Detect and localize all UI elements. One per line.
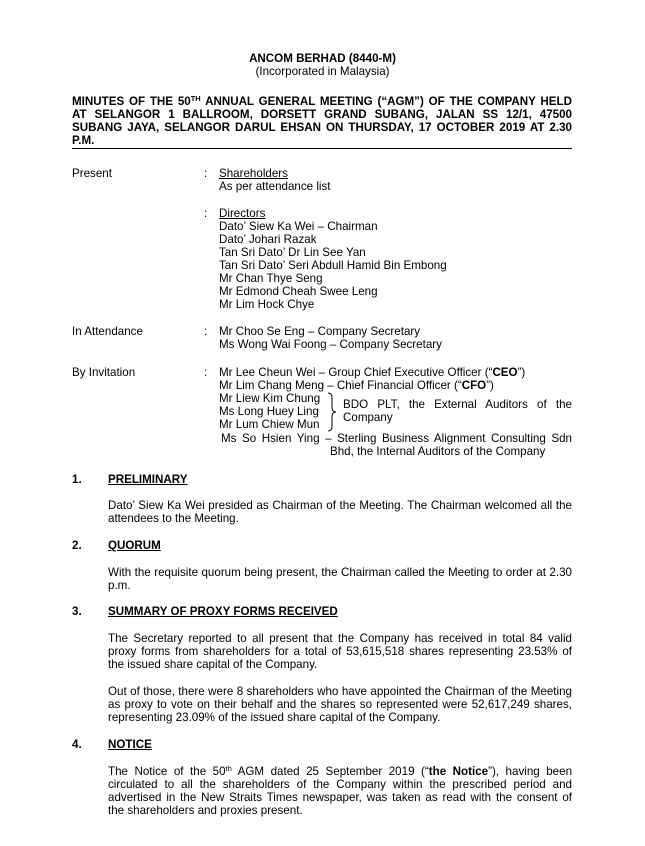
notice-para-line: The Notice of the 50th AGM dated 25 September 2019 (“the Notice”), having been bbox=[108, 764, 573, 778]
incorporation-note: (Incorporated in Malaysia) bbox=[255, 65, 390, 78]
proxy-para-line: The Secretary reported to all present that the Company has received in total 84 valid bbox=[108, 632, 572, 645]
attendee-item: Mr Choo Se Eng – Company Secretary bbox=[219, 325, 421, 338]
minutes-title-line-2: AT SELANGOR 1 BALLROOM, DORSETT GRAND SUBANG, JALAN SS 12/1, 47500 bbox=[72, 108, 572, 121]
present-label: Present bbox=[72, 167, 112, 180]
title-divider bbox=[72, 148, 572, 149]
proxy-para-line: as proxy to vote on their behalf and the shares so represented were 52,617,249 shares, bbox=[108, 698, 572, 711]
director-item: Mr Chan Thye Seng bbox=[219, 272, 323, 285]
preliminary-para-line: attendees to the Meeting. bbox=[108, 512, 239, 525]
director-item: Mr Edmond Cheah Swee Leng bbox=[219, 285, 378, 298]
notice-para-line: advertised in the New Straits Times newspaper, was taken as read with the consent of bbox=[108, 791, 572, 804]
attendance-colon: : bbox=[204, 325, 208, 338]
invitee-cfo: Mr Lim Chang Meng – Chief Financial Officer (“CFO”) bbox=[219, 379, 494, 392]
directors-colon: : bbox=[204, 207, 208, 220]
section-title: QUORUM bbox=[108, 539, 161, 552]
proxy-para-line: proxy forms from shareholders for a total of 53,615,518 shares representing 23.53% of bbox=[108, 645, 572, 658]
director-item: Dato’ Johari Razak bbox=[219, 233, 317, 246]
attendee-item: Ms Wong Wai Foong – Company Secretary bbox=[219, 338, 442, 351]
quorum-para-line: p.m. bbox=[108, 579, 131, 592]
minutes-title-line-3: SUBANG JAYA, SELANGOR DARUL EHSAN ON THURSDAY, 17 OCTOBER 2019 AT 2.30 bbox=[72, 121, 572, 134]
auditor-item: Mr Liew Kim Chung bbox=[219, 392, 321, 405]
minutes-title-line-1: MINUTES OF THE 50TH ANNUAL GENERAL MEETING (“AGM”) OF THE COMPANY HELD bbox=[72, 94, 572, 108]
section-number: 4. bbox=[72, 738, 82, 751]
section-number: 2. bbox=[72, 539, 82, 552]
section-number: 1. bbox=[72, 473, 82, 486]
invitee-ceo: Mr Lee Cheun Wei – Group Chief Executive Officer (“CEO”) bbox=[219, 366, 526, 379]
preliminary-para-line: Dato’ Siew Ka Wei presided as Chairman of the Meeting. The Chairman welcomed all the bbox=[108, 499, 572, 512]
internal-auditor-line-1: Ms So Hsien Ying – Sterling Business Alignment Consulting Sdn bbox=[221, 432, 572, 445]
shareholders-heading: Shareholders bbox=[219, 167, 288, 180]
internal-auditor-line-2: Bhd, the Internal Auditors of the Company bbox=[330, 445, 546, 458]
section-title: NOTICE bbox=[108, 738, 152, 751]
attendance-label: In Attendance bbox=[72, 325, 143, 338]
director-item: Tan Sri Dato’ Dr Lin See Yan bbox=[219, 246, 366, 259]
notice-para-line: the shareholders and proxies present. bbox=[108, 804, 303, 817]
invitation-label: By Invitation bbox=[72, 366, 136, 379]
director-item: Dato’ Siew Ka Wei – Chairman bbox=[219, 220, 378, 233]
notice-para-line: circulated to all the shareholders of the Company within the prescribed period and bbox=[108, 778, 572, 791]
auditors-note-line-2: Company bbox=[343, 411, 393, 424]
proxy-para-line: the issued share capital of the Company. bbox=[108, 658, 318, 671]
auditors-note-line-1: BDO PLT, the External Auditors of the bbox=[343, 398, 572, 411]
invitation-colon: : bbox=[204, 366, 208, 379]
auditor-item: Ms Long Huey Ling bbox=[219, 405, 319, 418]
company-name: ANCOM BERHAD (8440-M) bbox=[249, 52, 396, 65]
auditor-item: Mr Lum Chiew Mun bbox=[219, 418, 320, 431]
section-number: 3. bbox=[72, 605, 82, 618]
quorum-para-line: With the requisite quorum being present, the Chairman called the Meeting to order at 2.30 bbox=[108, 566, 572, 579]
minutes-title-line-4: P.M. bbox=[72, 134, 95, 147]
present-colon: : bbox=[204, 167, 208, 180]
director-item: Tan Sri Dato’ Seri Abdull Hamid Bin Embong bbox=[219, 259, 447, 272]
proxy-para-line: representing 23.09% of the issued share capital of the Company. bbox=[108, 711, 441, 724]
auditors-brace bbox=[326, 392, 338, 432]
section-title: SUMMARY OF PROXY FORMS RECEIVED bbox=[108, 605, 338, 618]
section-title: PRELIMINARY bbox=[108, 473, 188, 486]
shareholders-note: As per attendance list bbox=[219, 180, 331, 193]
proxy-para-line: Out of those, there were 8 shareholders who have appointed the Chairman of the Meeting bbox=[108, 685, 572, 698]
director-item: Mr Lim Hock Chye bbox=[219, 298, 315, 311]
directors-heading: Directors bbox=[219, 207, 266, 220]
